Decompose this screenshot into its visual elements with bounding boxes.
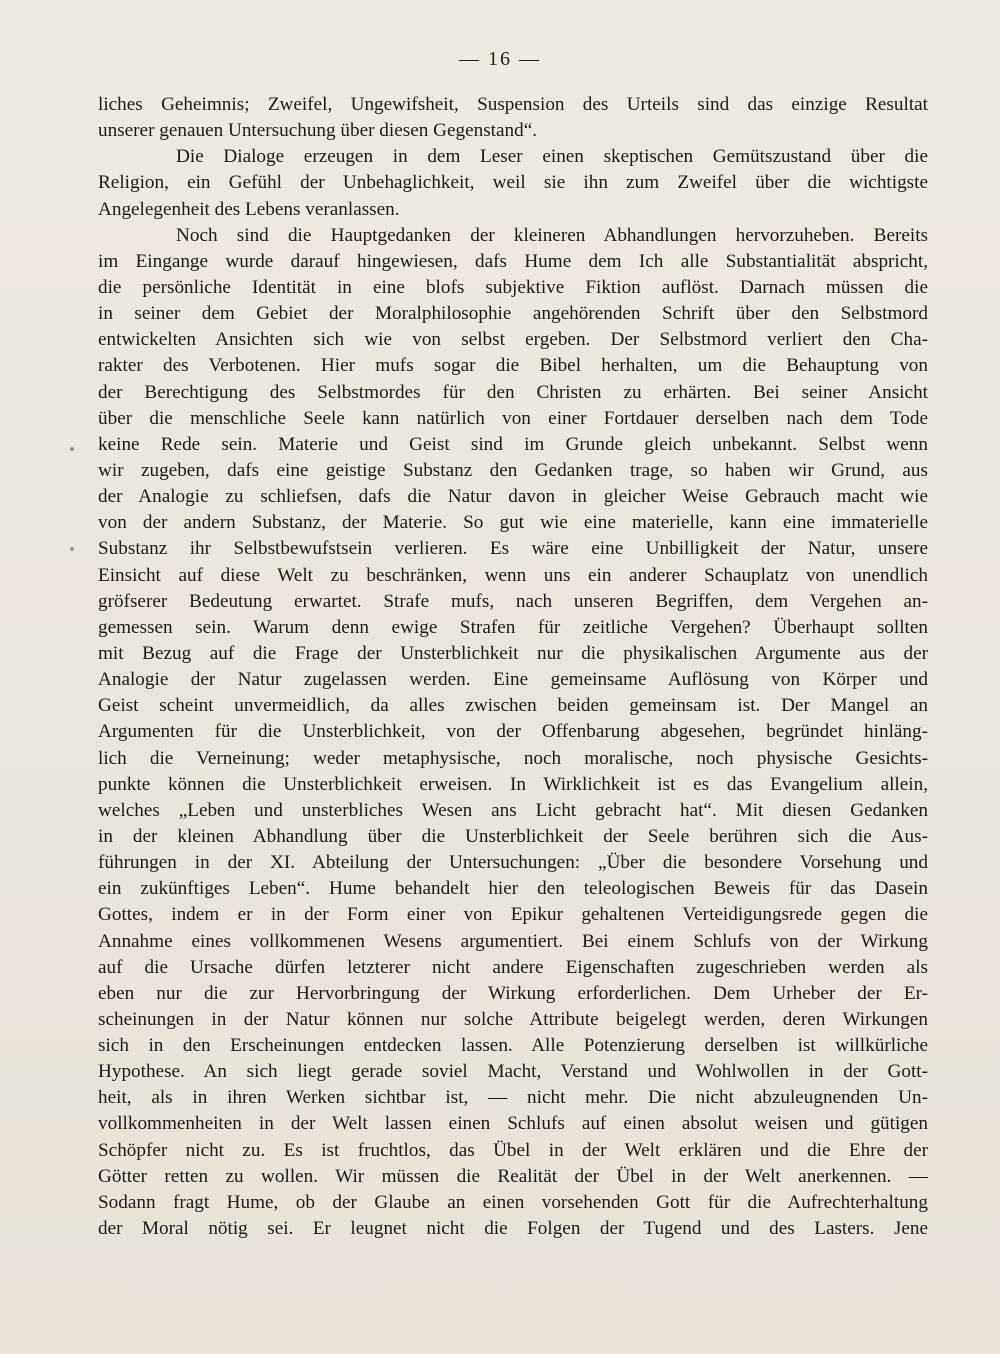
- text-line: eben nur die zur Hervorbringung der Wirkung erforderlichen. Dem Urheber der Er-: [98, 982, 928, 1004]
- text-line: Geist scheint unvermeidlich, da alles zwischen beiden gemeinsam ist. Der Mangel an: [98, 695, 928, 717]
- paper-speck: [70, 547, 74, 551]
- text-line: auf die Ursache dürfen letzterer nicht andere Eigenschaften zugeschrieben werden als: [98, 956, 928, 978]
- text-line: die persönliche Identität in eine blofs subjektive Fiktion auflöst. Darnach müssen die: [98, 276, 928, 298]
- text-line: führungen in der XI. Abteilung der Untersuchungen: „Über die besondere Vorsehung und: [98, 852, 928, 874]
- page-number: — 16 —: [459, 48, 541, 70]
- text-line: liches Geheimnis; Zweifel, Ungewifsheit, Suspension des Urteils sind das einzige Resultat: [98, 94, 928, 115]
- text-line: gröfserer Bedeutung erwartet. Strafe mufs, nach unseren Begriffen, dem Vergehen an-: [98, 590, 928, 612]
- text-line: Annahme eines vollkommenen Wesens argumentiert. Bei einem Schlufs von der Wirkung: [98, 930, 928, 952]
- text-line: punkte können die Unsterblichkeit erweisen. In Wirklichkeit ist es das Evangelium allein,: [98, 773, 928, 795]
- text-line: Noch sind die Hauptgedanken der kleineren Abhandlungen hervorzuheben. Bereits: [176, 224, 928, 246]
- text-line: in seiner dem Gebiet der Moralphilosophie angehörenden Schrift über den Selbstmord: [98, 303, 928, 325]
- text-line: Götter retten zu wollen. Wir müssen die Realität der Übel in der Welt anerkennen. —: [98, 1165, 928, 1187]
- body-text: [98, 92, 928, 1242]
- text-line: rakter des Verbotenen. Hier mufs sogar die Bibel herhalten, um die Behauptung von: [98, 355, 928, 377]
- text-line: heit, als in ihren Werken sichtbar ist, — nicht mehr. Die nicht abzuleugnenden Un-: [98, 1087, 928, 1109]
- text-line: welches „Leben und unsterbliches Wesen ans Licht gebracht hat“. Mit diesen Gedanken: [98, 799, 928, 821]
- text-line: entwickelten Ansichten sich wie von selbst ergeben. Der Selbstmord verliert den Cha-: [98, 329, 928, 351]
- text-line: wir zugeben, dafs eine geistige Substanz den Gedanken trage, so haben wir Grund, aus: [98, 459, 928, 481]
- text-line: Substanz ihr Selbstbewufstsein verlieren. Es wäre eine Unbilligkeit der Natur, unsere: [98, 538, 928, 560]
- text-line: Hypothese. An sich liegt gerade soviel Macht, Verstand und Wohlwollen in der Gott-: [98, 1061, 928, 1083]
- text-line: scheinungen in der Natur können nur solche Attribute beigelegt werden, deren Wirkungen: [98, 1008, 928, 1030]
- text-line: sich in den Erscheinungen entdecken lassen. Alle Potenzierung derselben ist willkürliche: [98, 1035, 928, 1057]
- text-line: Sodann fragt Hume, ob der Glaube an einen vorsehenden Gott für die Aufrechterhaltung: [98, 1191, 928, 1213]
- text-line: über die menschliche Seele kann natürlich von einer Fortdauer derselben nach dem Tode: [98, 407, 928, 429]
- text-line: Analogie der Natur zugelassen werden. Eine gemeinsame Auflösung von Körper und: [98, 669, 928, 691]
- text-line: Die Dialoge erzeugen in dem Leser einen skeptischen Gemütszustand über die: [176, 146, 928, 168]
- text-line: Gottes, indem er in der Form einer von Epikur gehaltenen Verteidigungsrede gegen die: [98, 904, 928, 926]
- text-line: in der kleinen Abhandlung über die Unsterblichkeit der Seele berühren sich die Aus-: [98, 825, 928, 847]
- text-line: Angelegenheit des Lebens veranlassen.: [98, 198, 400, 220]
- text-line: im Eingange wurde darauf hingewiesen, dafs Hume dem Ich alle Substantialität abspricht,: [98, 250, 928, 272]
- text-line: der Berechtigung des Selbstmordes für den Christen zu erhärten. Bei seiner Ansicht: [98, 381, 928, 403]
- text-line: Argumenten für die Unsterblichkeit, von der Offenbarung abgesehen, begründet hinläng-: [98, 721, 928, 743]
- text-line: der Moral nötig sei. Er leugnet nicht die Folgen der Tugend und des Lasters. Jene: [98, 1218, 928, 1240]
- text-line: Schöpfer nicht zu. Es ist fruchtlos, das Übel in der Welt erklären und die Ehre der: [98, 1139, 928, 1161]
- text-line: lich die Verneinung; weder metaphysische, noch moralische, noch physische Gesichts-: [98, 747, 928, 769]
- text-line: der Analogie zu schliefsen, dafs die Natur davon in gleicher Weise Gebrauch macht wie: [98, 486, 928, 508]
- text-line: mit Bezug auf die Frage der Unsterblichkeit nur die physikalischen Argumente aus der: [98, 642, 928, 664]
- text-line: keine Rede sein. Materie und Geist sind im Grunde gleich unbekannt. Selbst wenn: [98, 433, 928, 455]
- text-line: ein zukünftiges Leben“. Hume behandelt hier den teleologischen Beweis für das Dasein: [98, 878, 928, 900]
- text-line: von der andern Substanz, der Materie. So gut wie eine materielle, kann eine immaterielle: [98, 512, 928, 534]
- text-line: unserer genauen Untersuchung über diesen Gegenstand“.: [98, 120, 538, 142]
- paper-speck: [70, 447, 74, 451]
- text-line: Einsicht auf diese Welt zu beschränken, wenn uns ein anderer Schauplatz von unendlich: [98, 564, 928, 586]
- text-line: gemessen sein. Warum denn ewige Strafen für zeitliche Vergehen? Überhaupt sollten: [98, 616, 928, 638]
- text-line: Religion, ein Gefühl der Unbehaglichkeit, weil sie ihn zum Zweifel über die wichtigste: [98, 172, 928, 194]
- text-line: vollkommenheiten in der Welt lassen einen Schlufs auf einen absolut weisen und gütigen: [98, 1113, 928, 1135]
